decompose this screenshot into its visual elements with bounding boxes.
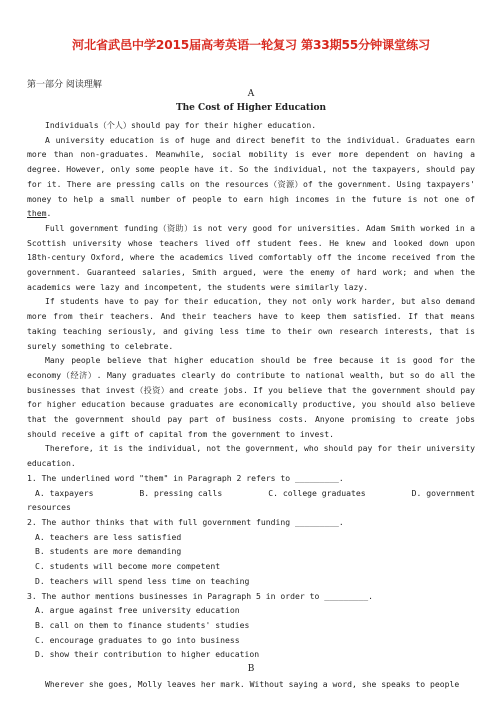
section-heading: 第一部分 阅读理解 bbox=[27, 80, 102, 90]
question-3-option-a: A. argue against free university education bbox=[35, 605, 240, 616]
question-1-stem: 1. The underlined word "them" in Paragraph 2 refers to _________. bbox=[27, 472, 344, 483]
question-3-option-d: D. show their contribution to higher education bbox=[35, 649, 260, 660]
paragraph-4: If students have to pay for their education, they not only work harder, but also demand more from their teachers. And their teachers have to keep them satisfied. If that means taking teaching seriously, and giving less time to their own research interests, that is surely something to celebrate. bbox=[27, 296, 475, 351]
question-3-stem: 3. The author mentions businesses in Paragraph 5 in order to _________. bbox=[27, 590, 373, 601]
question-2-option-d: D. teachers will spend less time on teaching bbox=[35, 575, 250, 586]
passage-b-first-line: Wherever she goes, Molly leaves her mark. Without saying a word, she speaks to people bbox=[45, 678, 460, 689]
passage-a-letter: A bbox=[247, 89, 255, 99]
question-2-option-a: A. teachers are less satisfied bbox=[35, 531, 182, 542]
passage-body bbox=[27, 118, 475, 691]
question-3-option-b: B. call on them to finance students' studies bbox=[35, 619, 250, 630]
question-2-stem: 2. The author thinks that with full government funding _________. bbox=[27, 516, 344, 527]
question-3-option-c: C. encourage graduates to go into business bbox=[35, 634, 240, 645]
question-2-option-c: C. students will become more competent bbox=[35, 561, 221, 572]
underlined-tail: . bbox=[46, 208, 52, 219]
paragraph-1: Individuals（个人）should pay for their higher education. bbox=[45, 120, 317, 130]
question-1-option-a: A. taxpayers bbox=[35, 487, 94, 498]
question-2-option-b: B. students are more demanding bbox=[35, 546, 182, 557]
question-1-options bbox=[27, 486, 475, 501]
document-title: 河北省武邑中学2015届高考英语一轮复习 第33期55分钟课堂练习 bbox=[72, 38, 430, 52]
paragraph-2-text: A university education is of huge and direct benefit to the individual. Graduates earn more than non-graduates. Meanwhile, social mobility is ever more dependent on having a degree. However, only some people have it. So the individual, not the taxpayers, should pay for it. There are pressing calls on the resources（资源）of the government. Using taxpayers' money to help a small number of people to earn high incomes in the future is not one of bbox=[27, 134, 475, 204]
underlined-word: them bbox=[27, 208, 47, 219]
question-1-option-b: B. pressing calls bbox=[139, 487, 223, 498]
paragraph-3: Full government funding（资助）is not very good for universities. Adam Smith worked in a Scottish university whose teachers lived off student fees. He knew and looked down upon 18th-century Oxford, where the academics lived comfortably off the income received from the government. Guaranteed salaries, Smith argued, were the enemy of hard work; and when the academics were lazy and incompetent, the students were similarly lazy. bbox=[27, 222, 475, 292]
question-1-option-d: D. government bbox=[411, 487, 475, 498]
question-1-option-d-wrap: resources bbox=[27, 502, 71, 513]
passage-a-title: The Cost of Higher Education bbox=[175, 103, 327, 113]
passage-b-letter: B bbox=[247, 664, 255, 675]
paragraph-5: Many people believe that higher education should be free because it is good for the economy（经济）. Many graduates clearly do contribute to national wealth, but so do all the businesses that invest（投资）and create jobs. If you believe that the government should pay for higher education because graduates are economically productive, you should also believe that the government should pay part of business costs. Anyone promising to create jobs should receive a gift of capital from the government to invest. bbox=[27, 355, 475, 439]
paragraph-6: Therefore, it is the individual, not the government, who should pay for their university education. bbox=[27, 443, 475, 469]
paragraph-2 bbox=[27, 133, 475, 221]
question-1-option-c: C. college graduates bbox=[268, 487, 366, 498]
